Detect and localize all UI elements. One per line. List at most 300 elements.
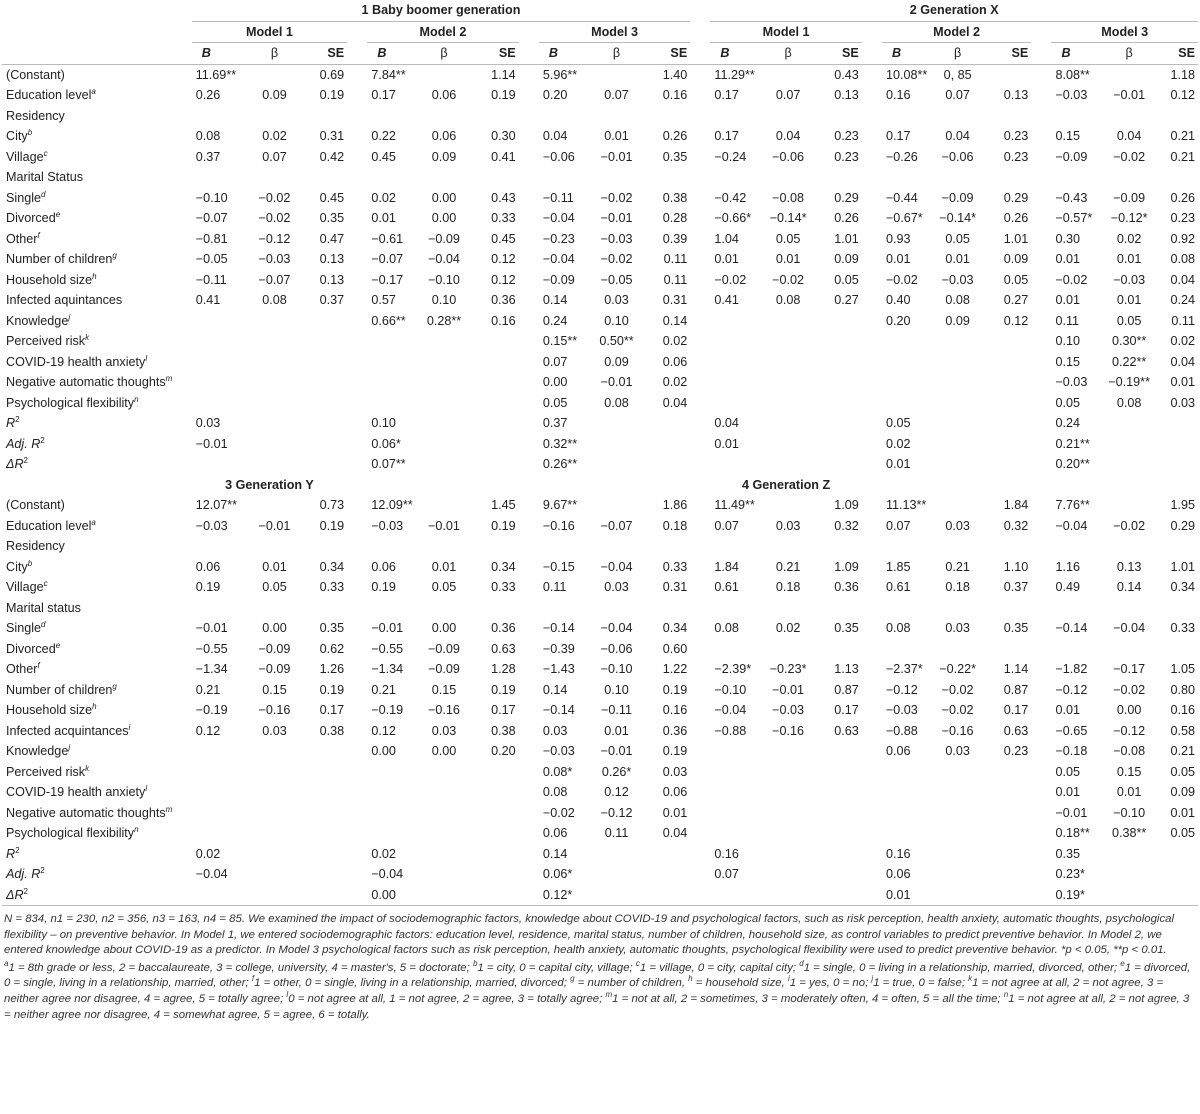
table-cell bbox=[591, 844, 641, 865]
table-row bbox=[2, 598, 1198, 619]
table-cell bbox=[299, 782, 347, 803]
table-cell: 0.01 bbox=[371, 211, 396, 225]
table-cell: 0.04 bbox=[945, 129, 970, 143]
row-label-text: Education level bbox=[6, 518, 92, 533]
table-row bbox=[2, 126, 1198, 147]
table-cell: 0.13 bbox=[1116, 559, 1142, 574]
table-cell: 0.01 bbox=[1170, 805, 1195, 820]
table-cell: 0.06 bbox=[195, 559, 221, 574]
table-cell: 0.36 bbox=[491, 621, 516, 635]
row-label-sup: j bbox=[68, 742, 71, 752]
table-cell: −0.14* bbox=[769, 211, 807, 225]
table-cell bbox=[468, 844, 518, 865]
table-cell bbox=[468, 762, 518, 783]
table-cell: −0.08 bbox=[1113, 744, 1146, 758]
table-cell bbox=[642, 167, 690, 188]
table-cell: 0.62 bbox=[319, 641, 345, 656]
table-cell: 0.15 bbox=[1055, 129, 1080, 143]
table-cell: 0.41 bbox=[714, 293, 739, 307]
table-cell bbox=[763, 864, 813, 885]
table-cell: −0.02 bbox=[714, 272, 747, 287]
row-label-text: Psychological flexibility bbox=[6, 395, 135, 410]
table-cell: −0.01 bbox=[600, 744, 633, 758]
footnote-text: 1 = not at all, 2 = sometimes, 3 = moderately often, 4 = often, 5 = all the time; bbox=[612, 992, 1004, 1005]
table-cell: −0.16 bbox=[258, 703, 291, 717]
table-cell bbox=[932, 434, 982, 455]
row-label bbox=[2, 290, 192, 311]
table-row bbox=[2, 536, 1198, 557]
table-cell: 0.05 bbox=[834, 272, 859, 287]
table-cell: 0.19 bbox=[662, 682, 688, 697]
table-cell: 0.38 bbox=[662, 190, 688, 205]
table-cell bbox=[763, 106, 813, 127]
table-cell: 0.26 bbox=[1170, 190, 1195, 205]
row-label-text: Other bbox=[6, 231, 38, 246]
table-cell: 0.06* bbox=[542, 867, 573, 881]
table-cell bbox=[983, 639, 1031, 660]
table-cell: 1.09 bbox=[834, 559, 859, 574]
table-cell bbox=[591, 885, 641, 906]
table-cell bbox=[420, 393, 468, 414]
table-cell bbox=[468, 823, 518, 844]
table-cell bbox=[1051, 106, 1103, 127]
footnote-marker: k bbox=[968, 974, 973, 984]
table-cell: 0.21 bbox=[1170, 149, 1195, 164]
table-cell: 0.34 bbox=[1170, 580, 1195, 594]
table-cell: 0.17 bbox=[1003, 703, 1029, 717]
col-se-label: SE bbox=[1154, 43, 1198, 65]
row-label-text: Household size bbox=[6, 272, 93, 287]
table-cell: −0.04 bbox=[1113, 621, 1146, 635]
table-cell: −0.01 bbox=[195, 621, 228, 635]
table-cell: 0.27 bbox=[1003, 293, 1029, 307]
table-cell: 0.09 bbox=[431, 149, 457, 164]
table-cell: 0.29 bbox=[834, 190, 859, 205]
table-cell bbox=[813, 639, 861, 660]
table-cell: −0.06 bbox=[772, 149, 805, 164]
table-cell: 0.01 bbox=[604, 723, 629, 738]
col-b-label: B bbox=[539, 43, 591, 65]
table-cell: 1.45 bbox=[491, 498, 516, 512]
table-row bbox=[2, 618, 1198, 639]
table-cell bbox=[591, 495, 641, 516]
table-cell: 0.07 bbox=[714, 518, 739, 533]
table-cell: 0.19 bbox=[491, 518, 516, 533]
row-label-text: Village bbox=[6, 149, 44, 164]
table-cell: −0.15 bbox=[542, 559, 575, 574]
table-cell bbox=[250, 413, 298, 434]
table-cell: 0.14 bbox=[542, 293, 568, 307]
table-cell bbox=[813, 454, 861, 475]
table-cell bbox=[591, 64, 641, 85]
table-cell bbox=[250, 434, 298, 455]
table-cell: 0.03 bbox=[604, 580, 629, 594]
col-b-label: B bbox=[367, 43, 419, 65]
table-cell: −1.43 bbox=[542, 662, 575, 676]
table-cell: −0.01 bbox=[1055, 805, 1088, 820]
table-cell: 0.35 bbox=[662, 149, 688, 164]
row-label bbox=[2, 106, 192, 127]
table-cell: 0.23 bbox=[1003, 129, 1029, 143]
table-cell: 0.13 bbox=[319, 272, 345, 287]
table-cell: −1.34 bbox=[371, 662, 404, 676]
row-label bbox=[2, 270, 192, 291]
row-label bbox=[2, 782, 192, 803]
row-label-text: Psychological flexibility bbox=[6, 826, 135, 840]
table-cell bbox=[420, 434, 468, 455]
table-cell bbox=[710, 331, 762, 352]
table-cell: 0.38 bbox=[319, 723, 345, 738]
table-cell: 0.33 bbox=[319, 580, 345, 594]
table-cell bbox=[882, 639, 932, 660]
table-cell bbox=[813, 106, 861, 127]
table-cell: 0.93 bbox=[885, 231, 911, 246]
table-cell: 0.04 bbox=[1116, 129, 1142, 143]
table-cell bbox=[763, 167, 813, 188]
table-cell: 0.03 bbox=[1170, 395, 1195, 410]
table-row bbox=[2, 85, 1198, 106]
table-cell: 0.09 bbox=[604, 354, 629, 369]
table-cell: −0.14* bbox=[939, 211, 976, 225]
footnote-marker: n bbox=[1003, 990, 1009, 1000]
table-cell: 11.69** bbox=[195, 67, 237, 82]
table-cell bbox=[299, 885, 347, 906]
table-cell: 0.00 bbox=[371, 744, 396, 758]
table-cell bbox=[468, 864, 518, 885]
table-cell: 0.03 bbox=[542, 723, 568, 738]
table-cell bbox=[192, 372, 251, 393]
footnote-marker: i bbox=[787, 974, 790, 984]
table-cell bbox=[420, 885, 468, 906]
table-cell: 1.14 bbox=[491, 67, 516, 82]
table-cell bbox=[983, 393, 1031, 414]
table-cell bbox=[420, 536, 468, 557]
table-cell bbox=[882, 762, 932, 783]
table-cell: 0.01 bbox=[885, 457, 911, 471]
table-cell: −0.88 bbox=[885, 723, 918, 738]
col-b-label: B bbox=[710, 43, 762, 65]
row-label-text: Residency bbox=[6, 539, 65, 553]
table-cell: 0.02 bbox=[775, 621, 801, 635]
row-label bbox=[2, 885, 192, 906]
footnote-text: 1 = single, 0 = living in a relationship, married, divorced, other; bbox=[803, 961, 1121, 974]
table-cell: 0.30 bbox=[1055, 231, 1080, 246]
table-cell: 0.15 bbox=[1055, 354, 1080, 369]
table-cell: 0.00 bbox=[431, 744, 457, 758]
footnote-text: 1 = 8th grade or less, 2 = baccalaureate, 3 = college, university, 4 = master's, 5 = doctorate; bbox=[8, 961, 473, 974]
table-cell: −0.10 bbox=[428, 272, 460, 287]
table-cell: 0.23 bbox=[1003, 744, 1029, 758]
row-label-text: Negative automatic thoughts bbox=[6, 375, 166, 389]
table-cell: 0.01 bbox=[882, 885, 932, 906]
table-cell bbox=[882, 536, 932, 557]
table-cell: −0.12 bbox=[258, 231, 291, 246]
table-cell: 0.11 bbox=[604, 826, 629, 840]
table-cell: −0.67* bbox=[885, 211, 923, 225]
table-row bbox=[2, 782, 1198, 803]
table-cell: 0.38** bbox=[1111, 826, 1147, 840]
table-cell bbox=[420, 413, 468, 434]
footnote-marker: a bbox=[4, 958, 9, 968]
row-label bbox=[2, 700, 192, 721]
notes-footnotes bbox=[4, 958, 1194, 1023]
table-cell: 0.09 bbox=[834, 252, 859, 266]
table-cell bbox=[932, 864, 982, 885]
table-cell: −0.23* bbox=[769, 662, 807, 676]
table-cell: −0.05 bbox=[195, 252, 228, 266]
table-cell: 0.16 bbox=[491, 313, 516, 328]
table-cell bbox=[983, 64, 1031, 85]
row-label bbox=[2, 126, 192, 147]
table-cell bbox=[299, 844, 347, 865]
table-cell: −0.11 bbox=[542, 190, 574, 205]
table-cell: 0.10 bbox=[1055, 334, 1080, 348]
table-cell: −0.02 bbox=[1113, 518, 1146, 533]
table-cell: −0.17 bbox=[1113, 662, 1146, 676]
row-label-text: (Constant) bbox=[6, 498, 65, 512]
table-cell: 0.01 bbox=[662, 805, 688, 820]
row-label-sup: 2 bbox=[23, 886, 28, 896]
table-cell bbox=[932, 803, 982, 824]
table-row bbox=[2, 454, 1198, 475]
table-cell: −0.07 bbox=[371, 252, 404, 266]
table-cell: 0.19 bbox=[371, 580, 396, 594]
table-cell: 0.29 bbox=[1170, 518, 1195, 533]
table-cell bbox=[932, 167, 982, 188]
table-cell: 0.02 bbox=[1170, 334, 1195, 348]
table-cell: 0.36 bbox=[834, 580, 859, 594]
table-cell: 0.24 bbox=[1055, 416, 1080, 430]
table-cell bbox=[591, 536, 641, 557]
table-cell bbox=[1104, 495, 1154, 516]
row-label-text: Negative automatic thoughts bbox=[6, 805, 166, 820]
table-cell bbox=[420, 106, 468, 127]
generation-header-row bbox=[2, 0, 1198, 21]
row-label bbox=[2, 639, 192, 660]
table-cell: 0.26 bbox=[834, 211, 859, 225]
row-label bbox=[2, 557, 192, 578]
table-cell: −1.82 bbox=[1055, 662, 1088, 676]
table-cell bbox=[763, 844, 813, 865]
table-cell: −0.10 bbox=[195, 190, 228, 205]
table-cell: 0.19 bbox=[319, 88, 345, 102]
table-cell: 0.34 bbox=[662, 621, 688, 635]
table-cell: 0.07 bbox=[604, 88, 629, 102]
table-cell: 0.03 bbox=[662, 764, 688, 779]
table-cell: −0.02 bbox=[941, 682, 974, 697]
table-cell: 0.24 bbox=[542, 313, 568, 328]
table-cell bbox=[882, 106, 932, 127]
table-cell bbox=[1104, 454, 1154, 475]
footnote-marker: m bbox=[605, 990, 613, 1000]
table-cell: 0.07 bbox=[885, 518, 911, 533]
table-cell bbox=[539, 167, 591, 188]
row-label bbox=[2, 372, 192, 393]
table-cell: 0.06 bbox=[431, 88, 457, 102]
table-row bbox=[2, 803, 1198, 824]
table-cell: −0.03 bbox=[772, 703, 805, 717]
table-cell bbox=[420, 495, 468, 516]
table-cell: −0.11 bbox=[195, 272, 227, 287]
table-cell bbox=[813, 864, 861, 885]
table-cell: 0.01 bbox=[775, 252, 801, 266]
row-label-sup: 2 bbox=[40, 435, 45, 445]
table-cell: 0.45 bbox=[319, 190, 345, 205]
table-row bbox=[2, 557, 1198, 578]
table-cell bbox=[250, 167, 298, 188]
table-cell bbox=[983, 434, 1031, 455]
table-cell: 0.11 bbox=[1171, 313, 1195, 328]
table-cell: −0.01 bbox=[600, 211, 633, 225]
table-cell: 0.00 bbox=[431, 621, 457, 635]
table-cell: 0.63 bbox=[491, 641, 516, 656]
table-cell: 1.95 bbox=[1170, 498, 1195, 512]
table-cell bbox=[763, 823, 813, 844]
table-cell bbox=[763, 311, 813, 332]
table-cell: 0.33 bbox=[491, 580, 516, 594]
table-cell: −0.19** bbox=[1108, 375, 1150, 389]
table-cell bbox=[367, 803, 419, 824]
table-cell: 0.21 bbox=[775, 559, 801, 574]
table-cell: 0.08 bbox=[1170, 252, 1195, 266]
table-cell: 0.31 bbox=[662, 580, 688, 594]
table-cell: −0.01 bbox=[371, 621, 404, 635]
table-cell: 0.18** bbox=[1055, 826, 1090, 840]
table-cell: 0.04 bbox=[662, 395, 688, 410]
table-cell: −0.43 bbox=[1055, 190, 1088, 205]
table-cell: 0.08 bbox=[714, 621, 739, 635]
table-cell bbox=[1154, 639, 1198, 660]
table-cell bbox=[250, 762, 298, 783]
col-beta-label: β bbox=[591, 43, 641, 65]
table-cell: 0.92 bbox=[1170, 231, 1195, 246]
table-cell: 0.37 bbox=[319, 293, 345, 307]
table-cell: 0.26 bbox=[195, 88, 221, 102]
table-cell: −0.07 bbox=[258, 272, 291, 287]
col-se-label: SE bbox=[642, 43, 690, 65]
row-label-text: (Constant) bbox=[6, 67, 65, 82]
row-label bbox=[2, 536, 192, 557]
table-cell bbox=[1104, 536, 1154, 557]
row-label-text: Household size bbox=[6, 703, 93, 717]
table-cell bbox=[983, 454, 1031, 475]
table-cell: −0.02 bbox=[600, 190, 633, 205]
table-cell: 0.35 bbox=[319, 211, 345, 225]
table-cell: 0.02 bbox=[262, 129, 287, 143]
table-cell: 0.16 bbox=[662, 88, 688, 102]
table-cell: 1.01 bbox=[1003, 231, 1029, 246]
table-cell bbox=[932, 454, 982, 475]
table-cell bbox=[250, 454, 298, 475]
table-row bbox=[2, 495, 1198, 516]
footnote-text: 1 = not agree at all, 2 = not agree, 3 = neither agree nor disagree, 4 = agree, 5 = totally agree; bbox=[4, 977, 1164, 1005]
table-cell bbox=[882, 167, 932, 188]
footnote-marker: h bbox=[688, 974, 693, 984]
table-cell bbox=[932, 413, 982, 434]
table-cell bbox=[1051, 167, 1103, 188]
table-cell: 0.10 bbox=[371, 416, 396, 430]
table-cell bbox=[250, 372, 298, 393]
table-cell: 0.08 bbox=[542, 785, 568, 799]
row-label-sup: e bbox=[55, 209, 61, 219]
table-cell: 7.84** bbox=[371, 67, 406, 82]
table-cell: 0.01 bbox=[1116, 293, 1142, 307]
table-cell: −0.61 bbox=[371, 231, 404, 246]
table-cell: 1.01 bbox=[834, 231, 859, 246]
table-cell: 0.57 bbox=[371, 293, 396, 307]
table-cell bbox=[591, 106, 641, 127]
row-label-text: Marital Status bbox=[6, 170, 83, 184]
table-cell: 0.23 bbox=[834, 149, 859, 164]
table-cell bbox=[813, 331, 861, 352]
table-cell: 0.21 bbox=[945, 559, 970, 574]
table-cell: 0.04 bbox=[775, 129, 801, 143]
table-cell: 0.03 bbox=[945, 744, 970, 758]
footnote-marker: f bbox=[251, 974, 255, 984]
table-cell: 0.01 bbox=[714, 252, 739, 266]
table-cell: −0.12* bbox=[1110, 211, 1148, 225]
table-cell bbox=[367, 762, 419, 783]
table-cell: 0.01 bbox=[714, 436, 739, 451]
table-cell: −0.04 bbox=[542, 252, 575, 266]
row-label-text: Number of children bbox=[6, 682, 113, 697]
table-cell: 0.12 bbox=[491, 272, 516, 287]
table-cell bbox=[299, 454, 347, 475]
table-cell: 0.00 bbox=[431, 190, 457, 205]
table-cell bbox=[710, 372, 762, 393]
table-cell: 0.06* bbox=[371, 436, 401, 451]
table-cell: 0.13 bbox=[834, 88, 859, 102]
table-cell: 0.23 bbox=[1003, 149, 1029, 164]
table-cell: 0.02 bbox=[662, 375, 688, 389]
table-cell: 0.08 bbox=[604, 395, 629, 410]
table-cell: −0.57* bbox=[1055, 211, 1093, 225]
table-cell: 0.12 bbox=[371, 723, 396, 738]
table-cell bbox=[763, 495, 813, 516]
row-label-sup: j bbox=[68, 312, 71, 322]
table-cell bbox=[642, 413, 690, 434]
table-row bbox=[2, 249, 1198, 270]
row-label-text: City bbox=[6, 129, 28, 143]
row-label bbox=[2, 331, 192, 352]
row-label-sup: m bbox=[165, 373, 173, 383]
table-cell: 0.21** bbox=[1055, 436, 1090, 451]
table-cell: 0.05 bbox=[542, 395, 568, 410]
table-cell: −0.16 bbox=[772, 723, 805, 738]
row-label-sup: b bbox=[27, 558, 33, 568]
footnote-text: 1 = other, 0 = single, living in a relationship, married, divorced; bbox=[254, 977, 571, 990]
row-label-sup: a bbox=[91, 517, 96, 527]
table-cell: 0.12 bbox=[604, 785, 629, 799]
row-label bbox=[2, 64, 192, 85]
row-label-text: COVID-19 health anxiety bbox=[6, 785, 146, 799]
table-cell bbox=[882, 782, 932, 803]
table-row bbox=[2, 659, 1198, 680]
table-cell bbox=[932, 762, 982, 783]
table-cell bbox=[299, 803, 347, 824]
table-cell bbox=[882, 598, 932, 619]
table-cell bbox=[299, 393, 347, 414]
table-cell: 0.13 bbox=[1003, 88, 1029, 102]
table-cell bbox=[882, 331, 932, 352]
table-cell: 0.07** bbox=[371, 457, 406, 471]
table-cell bbox=[710, 598, 762, 619]
table-cell: 1.18 bbox=[1170, 67, 1195, 82]
table-cell: −0.03 bbox=[1055, 88, 1088, 102]
table-cell bbox=[1104, 639, 1154, 660]
table-cell: 0.21 bbox=[1170, 129, 1195, 143]
table-cell bbox=[539, 598, 591, 619]
